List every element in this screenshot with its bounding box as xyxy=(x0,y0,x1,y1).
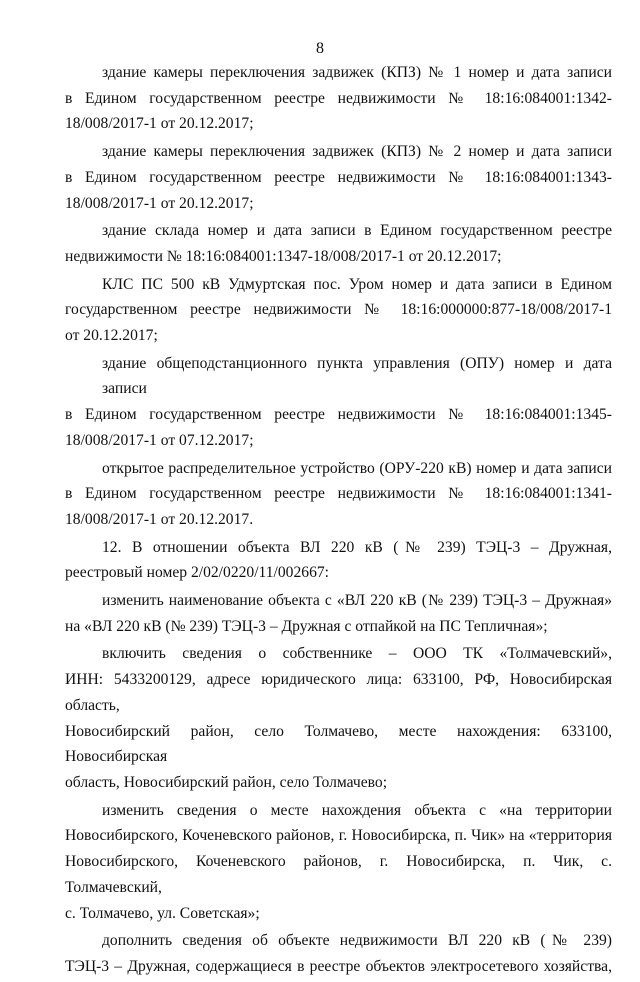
paragraph xyxy=(65,928,612,979)
paragraph-line: 12. В отношении объекта ВЛ 220 кВ (№ 239) ТЭЦ-3 – Дружная, xyxy=(102,538,612,556)
paragraph-line: в Едином государственном реестре недвижимости № 18:16:084001:1341- xyxy=(65,485,612,503)
paragraph xyxy=(65,139,612,216)
paragraph-line: от 20.12.2017; xyxy=(65,327,158,345)
page-number: 8 xyxy=(316,40,324,57)
paragraph-line: в Едином государственном реестре недвижимости № 18:16:084001:1342- xyxy=(65,89,612,107)
paragraph-line: Новосибирского, Коченевского районов, г. Новосибирска, п. Чик» на «территория xyxy=(65,827,612,845)
paragraph-line: ИНН: 5433200129, адресе юридического лица: 633100, РФ, Новосибирская область, xyxy=(65,671,612,714)
paragraph-line: государственном реестре недвижимости № 18:16:000000:877-18/008/2017-1 xyxy=(65,301,612,319)
paragraph xyxy=(65,456,612,533)
paragraph xyxy=(65,272,612,349)
paragraph-line: на «ВЛ 220 кВ (№ 239) ТЭЦ-3 – Дружная с отпайкой на ПС Тепличная»; xyxy=(65,617,548,635)
paragraph-line: дополнить сведения об объекте недвижимости ВЛ 220 кВ (№ 239) xyxy=(102,932,612,950)
paragraph-line: ТЭЦ-3 – Дружная, содержащиеся в реестре объектов электросетевого хозяйства, xyxy=(65,957,612,975)
paragraph-line: реестровый номер 2/02/0220/11/002667: xyxy=(65,564,329,582)
paragraph-line: с. Толмачево, ул. Советская»; xyxy=(65,904,260,922)
paragraph xyxy=(65,588,612,639)
paragraph xyxy=(65,535,612,586)
paragraph-line: 18/008/2017-1 от 20.12.2017. xyxy=(65,510,254,528)
document-body xyxy=(65,60,612,982)
paragraph-line: недвижимости № 18:16:084001:1347-18/008/2017-1 от 20.12.2017; xyxy=(65,247,502,265)
paragraph-line: в Едином государственном реестре недвижимости № 18:16:084001:1345- xyxy=(65,406,612,424)
paragraph xyxy=(65,641,612,795)
paragraph-line: здание камеры переключения задвижек (КПЗ) № 1 номер и дата записи xyxy=(102,64,612,81)
paragraph xyxy=(65,351,612,454)
paragraph xyxy=(65,218,612,269)
paragraph-line: Новосибирский район, село Толмачево, месте нахождения: 633100, Новосибирская xyxy=(65,722,612,766)
paragraph-line: здание склада номер и дата записи в Едином государственном реестре xyxy=(102,222,612,240)
paragraph-line: изменить наименование объекта с «ВЛ 220 кВ (№ 239) ТЭЦ-3 – Дружная» xyxy=(102,592,612,610)
paragraph-line: область, Новосибирский район, село Толмачево; xyxy=(65,773,388,791)
paragraph-line: Новосибирского, Коченевского районов, г. Новосибирска, п. Чик, с. Толмачевский, xyxy=(65,853,612,896)
paragraph-line: включить сведения о собственнике – ООО ТК «Толмачевский», xyxy=(102,645,612,663)
paragraph-line: 18/008/2017-1 от 20.12.2017; xyxy=(65,194,254,212)
paragraph-line: 18/008/2017-1 от 20.12.2017; xyxy=(65,115,254,133)
paragraph-line: в Едином государственном реестре недвижимости № 18:16:084001:1343- xyxy=(65,168,612,186)
paragraph-line: 18/008/2017-1 от 07.12.2017; xyxy=(65,431,254,449)
paragraph-line: здание общеподстанционного пункта управления (ОПУ) номер и дата записи xyxy=(102,354,612,398)
paragraph-line: здание камеры переключения задвижек (КПЗ) № 2 номер и дата записи xyxy=(102,143,612,161)
paragraph xyxy=(65,60,612,137)
paragraph-line: КЛС ПС 500 кВ Удмуртская пос. Уром номер и дата записи в Едином xyxy=(102,275,612,293)
paragraph-line: открытое распределительное устройство (ОРУ-220 кВ) номер и дата записи xyxy=(102,459,612,477)
paragraph-line: изменить сведения о месте нахождения объекта с «на территории xyxy=(102,801,612,819)
paragraph xyxy=(65,798,612,927)
